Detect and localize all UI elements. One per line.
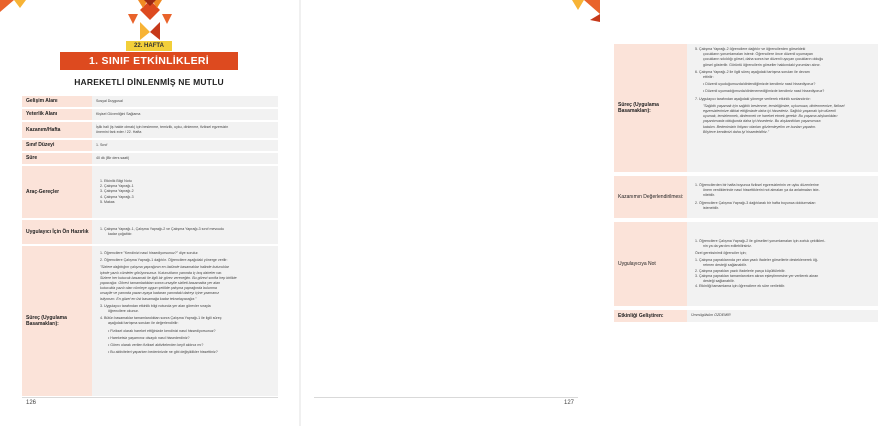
left-page: [0, 0, 300, 426]
row-value-text: Sosyal Duygusal: [96, 98, 123, 103]
activity-title: HAREKETLİ DİNLENMİŞ NE MUTLU: [74, 77, 224, 87]
row-label: Uygulayıcıya Not: [614, 222, 687, 306]
row-value: [92, 166, 278, 218]
row-value-text: önem verdiklerinde nasıl hissettiklerini not almaları ya da anlatmaları iste-: [703, 188, 820, 193]
row-value-text: desteği sağlanabilir.: [703, 279, 735, 283]
process-line: 3. Uygulayıcı tarafından etkinlik bilgi notunda yer alan görevler sırayla: [100, 303, 211, 308]
row-value-text: Özel gereksinimli öğrenciler için;: [695, 250, 747, 255]
row-value: [687, 222, 878, 306]
process-line: ettirilir:: [703, 75, 714, 80]
row-value-text: kadar çoğaltılır.: [108, 232, 133, 236]
process-line: 7. Uygulayıcı tarafından aşağıdaki yönerge verilerek etkinlik sonlandırılır:: [695, 96, 811, 101]
right-page: [300, 0, 845, 426]
row-value: [687, 176, 878, 218]
process-line: yaşantımızda olduğunda daha iyi hissederiz. Bu alışkanlıkları yaşamımıza: [703, 119, 821, 124]
process-line: 4. Bütün basamaklar tamamlandıktan sonra Çalışma Yaprağı-1 ile ilgili süreç: [100, 316, 222, 321]
process-line: "Sağlıklı yaşamak için sağlıklı beslenme, temizliğimize, uykumuza, dinlenmemize, fiziksel: [703, 103, 845, 108]
process-line: görsel gösterilir. Görüntü öğrencilerin görseller hakkındaki yorumları alınır.: [703, 62, 821, 67]
corner-ornament-left: [0, 0, 28, 16]
process-line: • Düzenli uyuduğumuzda/dinlendiğimizde kendimiz nasıl hissediyoruz?: [703, 82, 816, 87]
corner-ornament-right: [566, 0, 600, 22]
process-line: çocukların sıkıldığı görsel, daha sonra ise düzenli uyuyan çocukların olduğu: [703, 57, 824, 62]
footer-divider: [314, 397, 578, 398]
row-value: [92, 140, 278, 151]
row-value-text: 1. Çalışma Yaprağı-1, Çalışma Yaprağı-2 ve Çalışma Yaprağı-3 sınıf mevcudu: [100, 226, 225, 231]
row-value-text: 2. Çalışma yaprakları yazılı ifadelerle parça küçültülebilir.: [695, 268, 786, 273]
row-label: Uygulayıcı İçin Ön Hazırlık: [22, 220, 92, 244]
row-label: Etkinliği Geliştiren:: [614, 310, 687, 322]
process-line: egzersizlerimize dikkat ettiğimizde daha iyi hissederiz. Sağlıklı yaşamak için düzenli: [703, 109, 836, 114]
row-label: Sınıf Düzeyi: [22, 140, 92, 151]
list-item: 5. Makas: [100, 199, 115, 204]
row-value-text: nilebilir.: [703, 193, 715, 198]
row-uygulayiciya-not: [614, 222, 878, 306]
process-line: 1. Öğrencilere "Kendinizi nasıl hissediyorsunuz?" diye sorulur.: [100, 251, 199, 255]
page-number-right: 127: [563, 400, 574, 406]
list-item: 3. Çalışma Yaprağı-2: [100, 189, 134, 194]
process-line: 6. Çalışma Yaprağı-2 ile ilgili süreç aşağıdaki tartışma soruları ile devam: [695, 69, 810, 74]
top-ornament-left: [118, 0, 182, 42]
process-line: katalım. Bedenimizin ihtiyacı olanları gözlemleyelim ve bunları yapalım.: [703, 124, 817, 129]
row-label: Süre: [22, 153, 92, 164]
row-label: Araç-Gereçler: [22, 166, 92, 218]
row-kazanim-degerlendirme: [614, 176, 878, 218]
row-value-text: önemini fark eder / 22. Hafta: [96, 130, 142, 134]
process-line: Sizlere her kutucuk basamak ile ilgili bir görev vereceğim. Bu görevi sınıfta hep birlikte: [100, 275, 237, 280]
row-value-text: 40 dk (Bir ders saati): [96, 155, 130, 160]
process-steps: [687, 44, 878, 172]
row-value-text: nin ya da yardım edilebilirsiniz.: [703, 243, 752, 248]
row-value-text: 1. Sınıf: [96, 142, 108, 147]
list-item: 1. Etkinlik Bilgi Notu: [100, 178, 132, 183]
row-sure: [22, 153, 278, 164]
row-label: Süreç (Uygulama Basamakları):: [22, 246, 92, 396]
row-value-text: 1. Öğrencilerden bir hafta boyunca fiziksel egzersizlerinin ve uyku düzenlerine: [695, 182, 819, 187]
row-label: Yeterlik Alanı: [22, 109, 92, 120]
process-line: kutucukla yazılı olan cümleye uygun şekilde çalışma yaprağında bulunma: [100, 286, 217, 291]
week-badge: 22. HAFTA: [126, 41, 172, 51]
row-value: [92, 122, 278, 138]
row-label: Süreç (Uygulama Basamakları):: [614, 44, 687, 172]
process-line: • Düzenli uyumadığımızda/dinlenemediğimizde kendimiz nasıl hissediyoruz?: [703, 89, 825, 94]
process-line: içinde yazılı cümleler görüyorsunuz. Kutucukların yanında iç boş daireler var.: [100, 270, 223, 275]
row-value-text: İşlik hali (iş halde olmak) için beslenme, temizlik, uyku, dinlenme, fiziksel egzersizin: [96, 124, 229, 129]
row-value-text: retmen desteği sağlanabilir.: [703, 263, 747, 268]
row-gelisim-alani: [22, 96, 278, 107]
process-line: öğrencilere okunur.: [108, 309, 139, 314]
row-label: Gelişim Alanı: [22, 96, 92, 107]
process-line: • Fiziksel olarak hareket ettiğinizde kendinizi nasıl hissediyorsunuz?: [108, 328, 216, 333]
footer-divider: [22, 397, 278, 398]
row-label: Kazanımın Değerlendirilmesi:: [614, 176, 687, 218]
process-line: 2. Öğrencilere Çalışma Yaprağı-1 dağıtılır. Öğrencilere aşağıdaki yönerge verilir:: [100, 258, 228, 263]
process-line: • Bu aktiviteleri yaparken bedeninizde ne gibi değişiklikler hissettiniz?: [108, 350, 218, 355]
row-value: [92, 153, 278, 164]
process-line: yapacağız. Görevi tamamladıktan sonra ursayile sizlieti basamakta yer alan: [100, 281, 221, 286]
process-line: aşağıdaki tartışma soruları ile değerlendirilir:: [108, 321, 179, 326]
process-line: ursayile ve yanında yazan ayaya kadaran yanındaki daireyı içine yazmanız: [100, 291, 220, 296]
process-steps: [92, 246, 278, 396]
row-yeterlik-alani: [22, 109, 278, 120]
row-value: [92, 96, 278, 107]
process-line: Böylece kendimizi daha iyi hissedebiliriz.": [703, 129, 769, 134]
row-value: [92, 109, 278, 120]
row-value-text: Kişisel Güvenliğini Sağlama: [96, 111, 141, 116]
row-arac-gerecler: [22, 166, 278, 218]
row-value-text: 1. Çalışma yapraklarında yer alan yazılı ifadeler görsellerle desteklenerek öğ-: [695, 258, 819, 263]
row-surec-left: [22, 246, 278, 396]
process-line: • Hareketsiz yaşamınız olsaydı nasıl hissederdiniz?: [108, 335, 190, 340]
process-line: uyumak, temizlenmek, dinlenmek ve hareket etmek gerekir. Bu yaşama alışkanlıkları: [703, 114, 838, 119]
process-line: "Sizlere dağıttığım çalışma yaprağının en üstünde basamaklar halinde kutucuklar: [100, 265, 229, 270]
row-value: [92, 220, 278, 244]
list-item: 4. Çalışma Yaprağı-3: [100, 194, 134, 199]
row-etkinligi-gelistiren: [614, 310, 878, 322]
row-sinif-duzeyi: [22, 140, 278, 151]
row-surec-right: [614, 44, 878, 172]
row-value-text: 2. Öğrencilere Çalışma Yaprağı-3 dağıtılarak bir hafta boyunca doldurmaları: [695, 200, 816, 205]
row-value-text: 1. Öğrencilere Çalışma Yaprağı-2 ile görselleri yorumlamaları için zorluk çektikleri-: [695, 238, 826, 243]
process-line: çocukların yorumlamaları istenir. Öğrencilere önce düzenli uyumayan: [703, 52, 813, 57]
page-number-left: 126: [26, 400, 37, 406]
row-value-text: 4. Etkinliği tamamlama için öğrencilere ek süre verilebilir.: [695, 284, 786, 289]
row-value: [687, 310, 878, 322]
list-item: 2. Çalışma Yaprağı-1: [100, 184, 134, 189]
author-name: Ümmügülsüm ÖZDEMİR: [691, 313, 731, 318]
row-label: Kazanım/Hafta: [22, 122, 92, 138]
row-value-text: 3. Çalışma yaprakları tamamlanırken akran eşleştirmesine yer verilerek akran: [695, 273, 819, 278]
row-on-hazirlik: [22, 220, 278, 244]
row-value-text: istenebilir.: [703, 205, 719, 210]
process-line: 5. Çalışma Yaprağı-2 öğrencilere dağıtılır ve öğrencilerden görseldeki: [695, 47, 806, 51]
page-title: 1. SINIF ETKİNLİKLERİ: [60, 52, 238, 70]
row-kazanim-hafta: [22, 122, 278, 138]
process-line: • Görev olarak verilen fiziksel aktivitelerden keyif aldınız mı?: [108, 343, 204, 348]
process-line: istiyorum. En güzel en üst basamağa kadar tekrarlayacağız.": [100, 296, 197, 301]
